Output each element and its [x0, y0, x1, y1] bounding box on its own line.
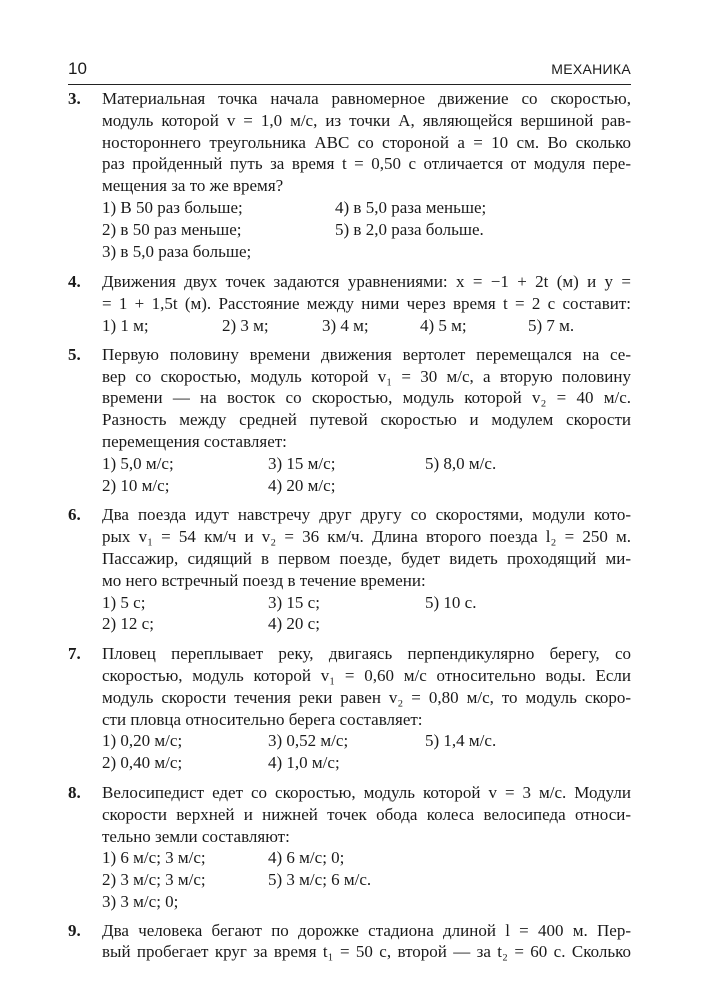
answer-options	[102, 453, 631, 497]
answer-options	[102, 592, 631, 636]
answer-option: 5) 7 м.	[528, 315, 575, 335]
problem-text-line: тельно земли составляют:	[102, 826, 290, 846]
problem-text-line: Два человека бегают по дорожке стадиона длиной l = 400 м. Пер-	[102, 920, 631, 940]
problem-4	[68, 271, 631, 336]
problem-text-line: вер со скоростью, модуль которой v₁ = 30 м/с, а вторую половину	[102, 366, 631, 386]
answer-option: 2) 3 м/с; 3 м/с;	[102, 870, 206, 890]
section-title: МЕХАНИКА	[551, 61, 631, 77]
page-header	[68, 58, 631, 85]
answer-option: 2) 10 м/с;	[102, 475, 170, 495]
answer-option: 5) 3 м/с; 6 м/с.	[268, 870, 372, 890]
problem-text-line: времени — на восток со скоростью, модуль которой v₂ = 40 м/с.	[102, 388, 631, 408]
problem-number: 8.	[68, 782, 81, 802]
answer-option: 1) 5,0 м/с;	[102, 453, 174, 473]
answer-option: 1) 0,20 м/с;	[102, 731, 183, 751]
problem-text-line: Первую половину времени движения вертолет перемещался на се-	[102, 344, 631, 364]
answer-option: 2) 0,40 м/с;	[102, 753, 183, 773]
answer-options	[102, 847, 631, 912]
problem-text-line: Два поезда идут навстречу друг другу со скоростями, модули кото-	[102, 505, 631, 525]
answer-option: 2) в 50 раз меньше;	[102, 219, 242, 239]
answer-option: 3) 15 с;	[268, 592, 320, 612]
answer-options	[102, 315, 631, 337]
answer-options	[102, 197, 631, 262]
problem-text-line: перемещения составляет:	[102, 431, 287, 451]
problem-8	[68, 782, 631, 913]
answer-option: 2) 12 с;	[102, 614, 154, 634]
problem-text-line: ностороннего треугольника ABC со стороной a = 10 см. Во сколько	[102, 132, 631, 152]
problem-text-line: = 1 + 1,5t (м). Расстояние между ними через время t = 2 с составит:	[102, 294, 631, 314]
problem-text-line: вый пробегает круг за время t₁ = 50 с, второй — за t₂ = 60 с. Сколько	[102, 942, 631, 962]
answer-option: 4) 1,0 м/с;	[268, 753, 340, 773]
answer-option: 4) в 5,0 раза меньше;	[335, 197, 487, 217]
answer-option: 5) 8,0 м/с.	[425, 453, 497, 473]
answer-option: 4) 20 м/с;	[268, 475, 336, 495]
problem-text-line: модуль скорости течения реки равен v₂ = 0,80 м/с, то модуль скоро-	[102, 687, 631, 707]
answer-option: 1) 1 м;	[102, 315, 149, 335]
problem-6	[68, 504, 631, 635]
problem-text-line: сти пловца относительно берега составляет:	[102, 709, 423, 729]
problem-number: 6.	[68, 505, 81, 525]
answer-option: 1) 5 с;	[102, 592, 146, 612]
problem-number: 5.	[68, 344, 81, 364]
problem-text-line: мо него встречный поезд в течение времени:	[102, 570, 426, 590]
problem-text-line: скоростью, модуль которой v₁ = 0,60 м/с относительно воды. Если	[102, 665, 631, 685]
answer-option: 5) 10 с.	[425, 592, 477, 612]
problem-text-line: Материальная точка начала равномерное движение со скоростью,	[102, 89, 631, 108]
answer-option: 4) 20 с;	[268, 614, 320, 634]
problem-text-line: Пассажир, сидящий в первом поезде, будет видеть проходящий ми-	[102, 548, 631, 568]
problems-list	[68, 88, 631, 963]
problem-text-line: скорости верхней и нижней точек обода колеса велосипеда относи-	[102, 804, 631, 824]
answer-option: 3) 0,52 м/с;	[268, 731, 349, 751]
answer-option: 5) 1,4 м/с.	[425, 731, 497, 751]
answer-option: 3) в 5,0 раза больше;	[102, 241, 252, 261]
answer-option: 4) 6 м/с; 0;	[268, 848, 345, 868]
answer-option: 2) 3 м;	[222, 315, 269, 335]
problem-number: 3.	[68, 89, 81, 108]
problem-7	[68, 643, 631, 774]
answer-option: 5) в 2,0 раза больше.	[335, 219, 484, 239]
answer-option: 3) 15 м/с;	[268, 453, 336, 473]
answer-option: 4) 5 м;	[420, 315, 467, 335]
answer-option: 1) 6 м/с; 3 м/с;	[102, 848, 206, 868]
problem-5	[68, 344, 631, 497]
problem-9	[68, 920, 631, 964]
problem-3	[68, 88, 631, 262]
problem-text-line: Движения двух точек задаются уравнениями: x = −1 + 2t (м) и y =	[102, 272, 631, 292]
problem-number: 7.	[68, 644, 81, 664]
problem-text-line: Разность между средней путевой скоростью и модулем скорости	[102, 410, 631, 430]
answer-options	[102, 730, 631, 774]
problem-text-line: мещения за то же время?	[102, 176, 284, 196]
problem-text-line: модуль которой v = 1,0 м/с, из точки A, являющейся вершиной рав-	[102, 110, 631, 130]
problem-number: 9.	[68, 920, 81, 940]
problem-number: 4.	[68, 272, 81, 292]
answer-option: 1) В 50 раз больше;	[102, 197, 243, 217]
answer-option: 3) 4 м;	[322, 315, 369, 335]
answer-option: 3) 3 м/с; 0;	[102, 891, 179, 911]
problem-text-line: Пловец переплывает реку, двигаясь перпендикулярно берегу, со	[102, 644, 631, 664]
problem-text-line: рых v₁ = 54 км/ч и v₂ = 36 км/ч. Длина второго поезда l₂ = 250 м.	[102, 527, 631, 547]
problem-text-line: Велосипедист едет со скоростью, модуль которой v = 3 м/с. Модули	[102, 782, 631, 802]
problem-text-line: раз пройденный путь за время t = 0,50 с отличается от модуля пере-	[102, 154, 631, 174]
page-number: 10	[68, 59, 87, 78]
